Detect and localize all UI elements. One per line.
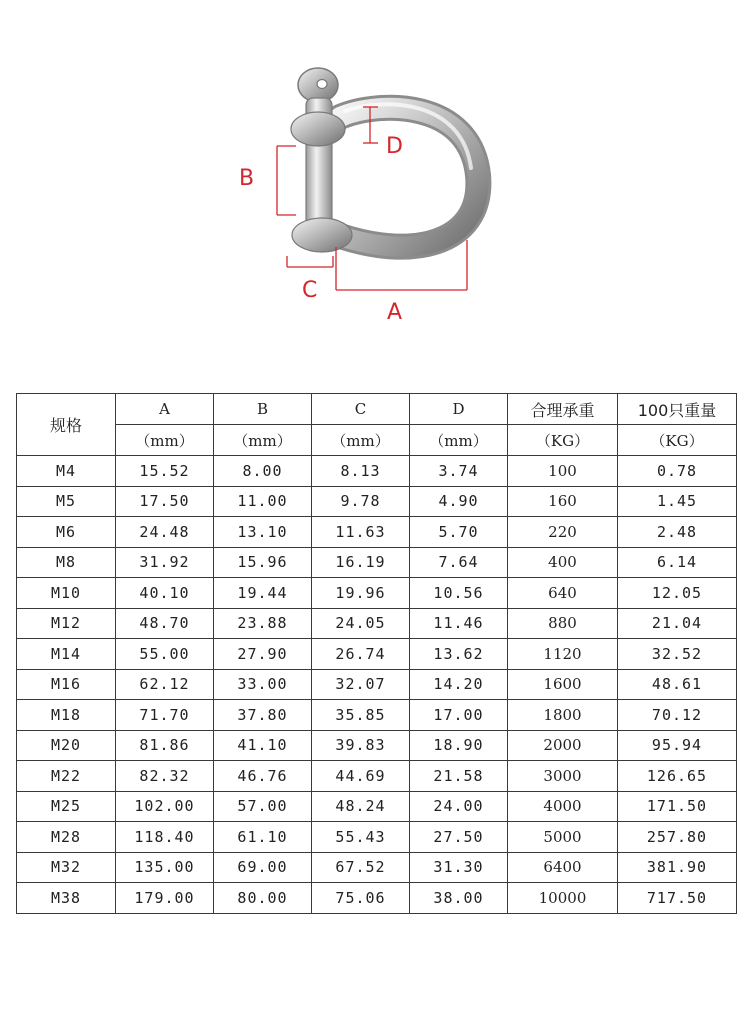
cell-a: 118.40 (116, 822, 214, 853)
cell-spec: M14 (17, 639, 116, 670)
cell-weight: 12.05 (618, 578, 737, 609)
cell-d: 21.58 (410, 761, 508, 792)
cell-weight: 171.50 (618, 791, 737, 822)
cell-spec: M4 (17, 456, 116, 487)
cell-b: 46.76 (214, 761, 312, 792)
cell-load: 100 (508, 456, 618, 487)
cell-d: 24.00 (410, 791, 508, 822)
cell-b: 11.00 (214, 486, 312, 517)
cell-a: 62.12 (116, 669, 214, 700)
cell-load: 10000 (508, 883, 618, 914)
cell-a: 102.00 (116, 791, 214, 822)
cell-load: 1120 (508, 639, 618, 670)
header-unit-c: （mm） (312, 425, 410, 456)
table-row (17, 761, 737, 792)
cell-a: 15.52 (116, 456, 214, 487)
cell-weight: 32.52 (618, 639, 737, 670)
cell-load: 640 (508, 578, 618, 609)
table-row (17, 486, 737, 517)
cell-a: 71.70 (116, 700, 214, 731)
cell-spec: M8 (17, 547, 116, 578)
cell-c: 9.78 (312, 486, 410, 517)
cell-spec: M32 (17, 852, 116, 883)
cell-d: 18.90 (410, 730, 508, 761)
header-spec: 规格 (17, 394, 116, 456)
cell-b: 69.00 (214, 852, 312, 883)
cell-a: 82.32 (116, 761, 214, 792)
cell-weight: 21.04 (618, 608, 737, 639)
cell-load: 5000 (508, 822, 618, 853)
cell-d: 11.46 (410, 608, 508, 639)
cell-spec: M6 (17, 517, 116, 548)
cell-c: 11.63 (312, 517, 410, 548)
cell-weight: 70.12 (618, 700, 737, 731)
table-row (17, 700, 737, 731)
cell-d: 27.50 (410, 822, 508, 853)
cell-b: 37.80 (214, 700, 312, 731)
spec-table-body (17, 456, 737, 914)
table-row (17, 578, 737, 609)
cell-d: 10.56 (410, 578, 508, 609)
cell-b: 13.10 (214, 517, 312, 548)
cell-spec: M28 (17, 822, 116, 853)
cell-load: 160 (508, 486, 618, 517)
cell-c: 48.24 (312, 791, 410, 822)
dimension-label-d: D (386, 134, 403, 159)
table-row (17, 730, 737, 761)
cell-c: 39.83 (312, 730, 410, 761)
cell-b: 61.10 (214, 822, 312, 853)
cell-b: 8.00 (214, 456, 312, 487)
cell-load: 1600 (508, 669, 618, 700)
cell-a: 48.70 (116, 608, 214, 639)
table-row (17, 822, 737, 853)
header-d: D (410, 394, 508, 425)
cell-d: 17.00 (410, 700, 508, 731)
shackle-diagram (0, 0, 750, 340)
cell-weight: 48.61 (618, 669, 737, 700)
cell-b: 80.00 (214, 883, 312, 914)
cell-a: 179.00 (116, 883, 214, 914)
cell-spec: M12 (17, 608, 116, 639)
header-unit-weight: （KG） (618, 425, 737, 456)
cell-weight: 1.45 (618, 486, 737, 517)
cell-load: 2000 (508, 730, 618, 761)
header-load: 合理承重 (508, 394, 618, 425)
cell-spec: M16 (17, 669, 116, 700)
header-c: C (312, 394, 410, 425)
header-a: A (116, 394, 214, 425)
cell-a: 81.86 (116, 730, 214, 761)
cell-c: 67.52 (312, 852, 410, 883)
header-weight: 100只重量 (618, 394, 737, 425)
cell-a: 135.00 (116, 852, 214, 883)
cell-c: 75.06 (312, 883, 410, 914)
cell-load: 1800 (508, 700, 618, 731)
cell-load: 3000 (508, 761, 618, 792)
table-row (17, 883, 737, 914)
cell-a: 31.92 (116, 547, 214, 578)
dimension-label-c: C (302, 278, 318, 303)
cell-spec: M20 (17, 730, 116, 761)
cell-load: 220 (508, 517, 618, 548)
dimension-label-b: B (239, 166, 255, 191)
cell-b: 23.88 (214, 608, 312, 639)
cell-c: 8.13 (312, 456, 410, 487)
cell-d: 13.62 (410, 639, 508, 670)
table-row (17, 639, 737, 670)
cell-c: 24.05 (312, 608, 410, 639)
cell-spec: M5 (17, 486, 116, 517)
cell-b: 33.00 (214, 669, 312, 700)
spec-table-header (17, 394, 737, 456)
cell-b: 27.90 (214, 639, 312, 670)
header-b: B (214, 394, 312, 425)
cell-spec: M22 (17, 761, 116, 792)
cell-c: 55.43 (312, 822, 410, 853)
cell-spec: M18 (17, 700, 116, 731)
dimension-label-a: A (387, 300, 403, 325)
cell-b: 41.10 (214, 730, 312, 761)
cell-d: 4.90 (410, 486, 508, 517)
header-unit-d: （mm） (410, 425, 508, 456)
cell-weight: 381.90 (618, 852, 737, 883)
bow-shackle-icon (0, 0, 750, 340)
cell-a: 40.10 (116, 578, 214, 609)
table-row (17, 517, 737, 548)
table-row (17, 852, 737, 883)
cell-d: 5.70 (410, 517, 508, 548)
table-row (17, 791, 737, 822)
cell-weight: 6.14 (618, 547, 737, 578)
cell-load: 880 (508, 608, 618, 639)
cell-c: 32.07 (312, 669, 410, 700)
cell-a: 17.50 (116, 486, 214, 517)
cell-c: 26.74 (312, 639, 410, 670)
cell-d: 7.64 (410, 547, 508, 578)
cell-b: 15.96 (214, 547, 312, 578)
cell-weight: 717.50 (618, 883, 737, 914)
cell-d: 14.20 (410, 669, 508, 700)
cell-a: 55.00 (116, 639, 214, 670)
table-row (17, 608, 737, 639)
cell-d: 3.74 (410, 456, 508, 487)
cell-a: 24.48 (116, 517, 214, 548)
cell-d: 31.30 (410, 852, 508, 883)
cell-load: 6400 (508, 852, 618, 883)
cell-c: 16.19 (312, 547, 410, 578)
header-unit-b: （mm） (214, 425, 312, 456)
table-row (17, 456, 737, 487)
header-unit-a: （mm） (116, 425, 214, 456)
spec-table (16, 393, 737, 914)
cell-weight: 0.78 (618, 456, 737, 487)
cell-spec: M25 (17, 791, 116, 822)
cell-load: 400 (508, 547, 618, 578)
table-row (17, 547, 737, 578)
cell-b: 19.44 (214, 578, 312, 609)
cell-spec: M38 (17, 883, 116, 914)
cell-weight: 95.94 (618, 730, 737, 761)
cell-weight: 2.48 (618, 517, 737, 548)
cell-c: 19.96 (312, 578, 410, 609)
cell-weight: 257.80 (618, 822, 737, 853)
cell-d: 38.00 (410, 883, 508, 914)
cell-weight: 126.65 (618, 761, 737, 792)
table-row (17, 669, 737, 700)
cell-load: 4000 (508, 791, 618, 822)
cell-spec: M10 (17, 578, 116, 609)
cell-c: 44.69 (312, 761, 410, 792)
header-unit-load: （KG） (508, 425, 618, 456)
cell-c: 35.85 (312, 700, 410, 731)
cell-b: 57.00 (214, 791, 312, 822)
